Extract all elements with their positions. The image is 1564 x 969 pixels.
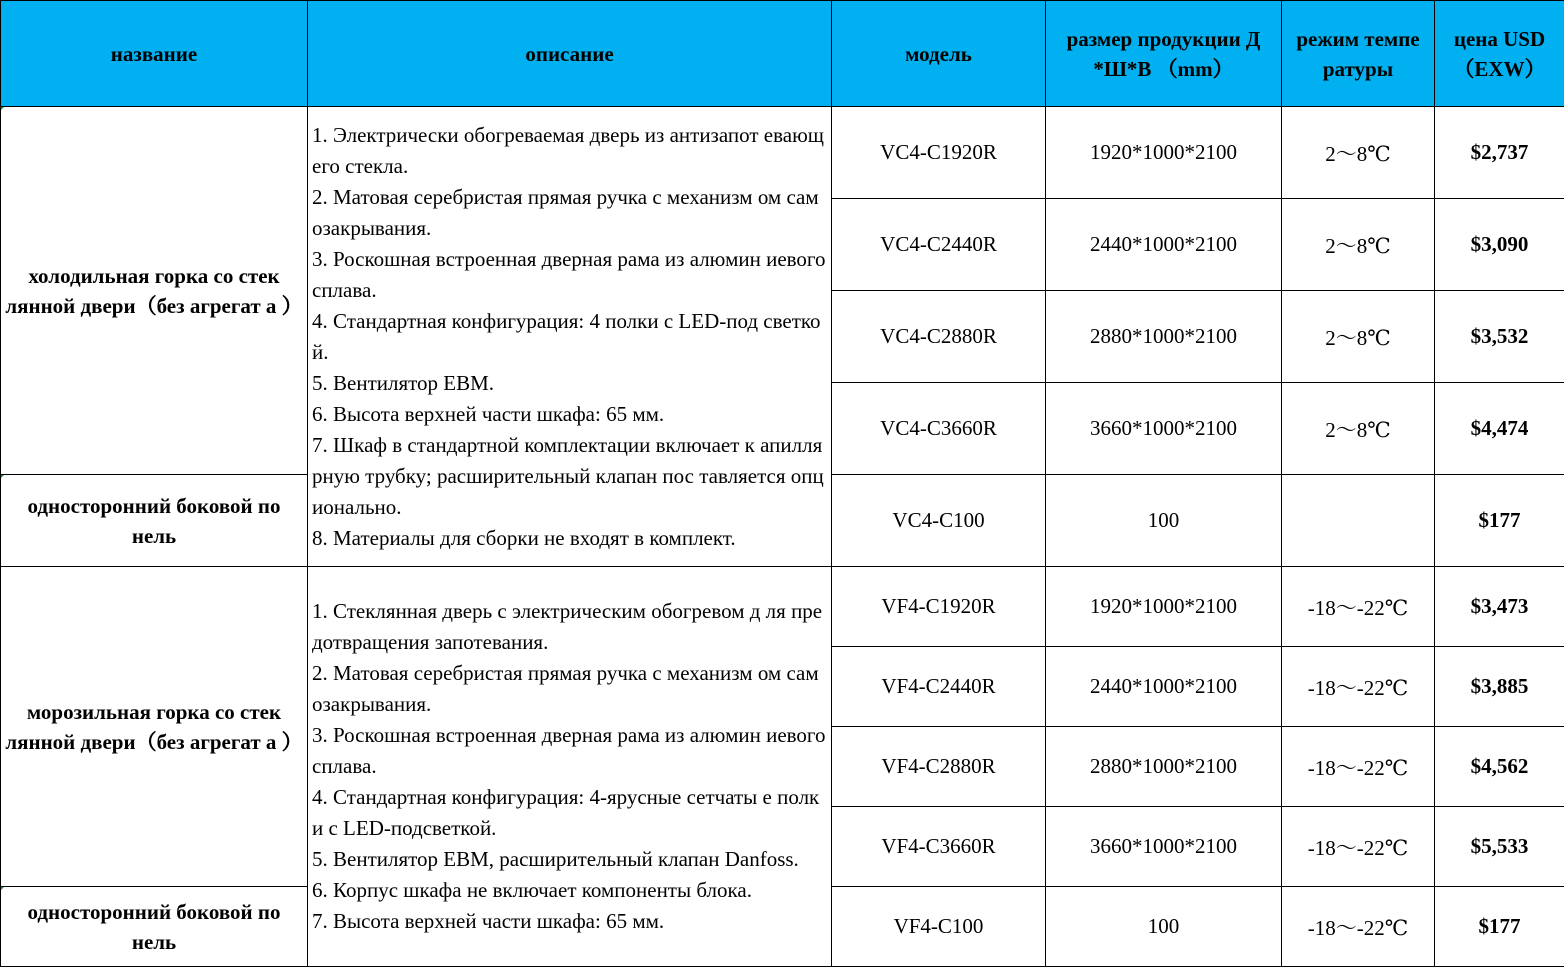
model-cell: VF4-C2880R (832, 727, 1046, 807)
price-cell: $5,533 (1435, 807, 1564, 887)
header-size: размер продукции Д *Ш*В （mm） (1046, 1, 1282, 107)
price-cell: $177 (1435, 475, 1564, 567)
price-cell: $4,562 (1435, 727, 1564, 807)
description-line: 7. Шкаф в стандартной комплектации включает к апиллярную трубку; расширительный клапан пос тавляется опционально. (312, 432, 824, 519)
product-description-freezer (308, 567, 832, 967)
temperature-cell: -18～-22℃ (1282, 567, 1435, 647)
temperature-cell: 2～8℃ (1282, 199, 1435, 291)
header-price: цена USD （EXW） (1435, 1, 1564, 107)
size-cell: 2440*1000*2100 (1046, 199, 1282, 291)
product-name-side-panel-freezer: односторонний боковой по нель (1, 887, 308, 967)
temperature-cell (1282, 475, 1435, 567)
description-line: 4. Стандартная конфигурация: 4 полки с LED-под светкой. (312, 308, 821, 364)
size-cell: 2440*1000*2100 (1046, 647, 1282, 727)
model-cell: VC4-C2880R (832, 291, 1046, 383)
size-cell: 2880*1000*2100 (1046, 291, 1282, 383)
price-cell: $3,885 (1435, 647, 1564, 727)
temperature-cell: -18～-22℃ (1282, 887, 1435, 967)
description-line: 5. Вентилятор EBM. (312, 370, 495, 395)
description-line: 6. Корпус шкафа не включает компоненты блока. (312, 878, 752, 902)
size-cell: 3660*1000*2100 (1046, 383, 1282, 475)
description-line: 1. Стеклянная дверь с электрическим обогревом д ля предотвращения запотевания. (312, 599, 823, 654)
description-line: 7. Высота верхней части шкафа: 65 мм. (312, 909, 665, 933)
description-line: 8. Материалы для сборки не входят в комплект. (312, 525, 736, 550)
price-cell: $3,532 (1435, 291, 1564, 383)
table-row (1, 107, 1564, 199)
model-cell: VC4-C2440R (832, 199, 1046, 291)
size-cell: 3660*1000*2100 (1046, 807, 1282, 887)
product-name-side-panel-chiller: односторонний боковой по нель (1, 475, 308, 567)
model-cell: VF4-C1920R (832, 567, 1046, 647)
description-line: 5. Вентилятор EBM, расширительный клапан Danfoss. (312, 847, 799, 871)
model-cell: VF4-C3660R (832, 807, 1046, 887)
temperature-cell: -18～-22℃ (1282, 807, 1435, 887)
size-cell: 1920*1000*2100 (1046, 567, 1282, 647)
price-cell: $3,473 (1435, 567, 1564, 647)
description-line: 1. Электрически обогреваемая дверь из антизапот евающего стекла. (312, 122, 824, 178)
description-line: 2. Матовая серебристая прямая ручка с механизм ом самозакрывания. (312, 184, 819, 240)
header-row (1, 1, 1564, 107)
temperature-cell: -18～-22℃ (1282, 727, 1435, 807)
description-line: 2. Матовая серебристая прямая ручка с механизм ом самозакрывания. (312, 661, 819, 716)
temperature-cell: 2～8℃ (1282, 291, 1435, 383)
model-cell: VC4-C1920R (832, 107, 1046, 199)
product-name-freezer: морозильная горка со стек лянной двери（без агрегат а ） (1, 567, 308, 887)
model-cell: VC4-C100 (832, 475, 1046, 567)
description-line: 3. Роскошная встроенная дверная рама из алюмин иевого сплава. (312, 723, 826, 778)
header-temperature: режим темпе ратуры (1282, 1, 1435, 107)
price-cell: $177 (1435, 887, 1564, 967)
temperature-cell: 2～8℃ (1282, 107, 1435, 199)
temperature-cell: 2～8℃ (1282, 383, 1435, 475)
product-name-chiller: холодильная горка со стек лянной двери（без агрегат а ） (1, 107, 308, 475)
size-cell: 100 (1046, 887, 1282, 967)
size-cell: 2880*1000*2100 (1046, 727, 1282, 807)
header-name: название (1, 1, 308, 107)
temperature-cell: -18～-22℃ (1282, 647, 1435, 727)
price-cell: $3,090 (1435, 199, 1564, 291)
price-cell: $2,737 (1435, 107, 1564, 199)
model-cell: VF4-C100 (832, 887, 1046, 967)
product-description-chiller (308, 107, 832, 567)
table-row (1, 567, 1564, 647)
size-cell: 100 (1046, 475, 1282, 567)
description-line: 4. Стандартная конфигурация: 4-ярусные сетчаты е полки с LED-подсветкой. (312, 785, 820, 840)
header-model: модель (832, 1, 1046, 107)
model-cell: VF4-C2440R (832, 647, 1046, 727)
description-line: 3. Роскошная встроенная дверная рама из алюмин иевого сплава. (312, 246, 826, 302)
size-cell: 1920*1000*2100 (1046, 107, 1282, 199)
model-cell: VC4-C3660R (832, 383, 1046, 475)
description-line: 6. Высота верхней части шкафа: 65 мм. (312, 401, 665, 426)
header-description: описание (308, 1, 832, 107)
price-cell: $4,474 (1435, 383, 1564, 475)
